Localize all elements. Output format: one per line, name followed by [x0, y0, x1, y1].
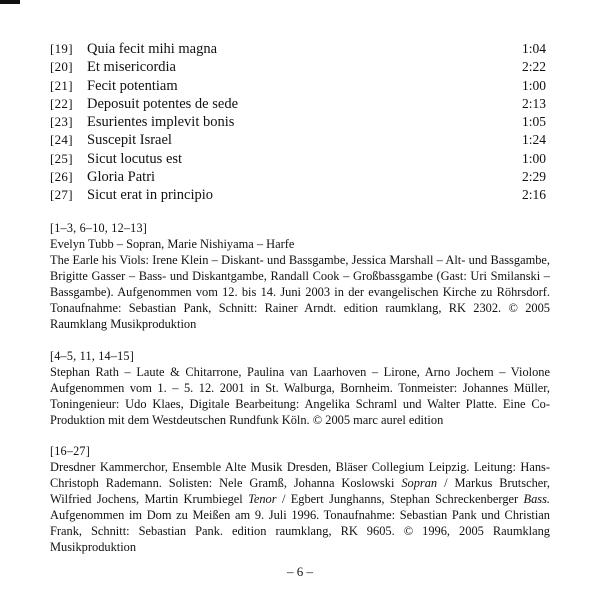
track-title: Sicut locutus est [87, 150, 183, 167]
track-duration: 1:00 [521, 77, 546, 93]
track-number: [24] [50, 132, 73, 148]
credits-text: / Egbert Junghanns, Stephan Schreckenberger [281, 492, 519, 506]
credits-paragraph [50, 459, 550, 555]
track-duration: 2:16 [521, 187, 546, 203]
track-row [50, 113, 546, 131]
track-title: Fecit potentiam [87, 77, 178, 94]
track-row [50, 58, 546, 76]
track-number: [20] [50, 59, 73, 75]
track-duration: 2:22 [521, 59, 546, 75]
credits-text: Aufgenommen im Dom zu Meißen am 9. Juli 1996. Tonaufnahme: Sebastian Pank und Christian Frank, Schnitt: Sebastian Pank. edition raumklang, RK 9605. © 1996, 2005 Raumklang Musikproduktion [50, 508, 550, 554]
credits-group-3 [50, 443, 550, 555]
track-row [50, 186, 546, 204]
track-duration: 1:04 [521, 41, 546, 56]
track-list [50, 40, 546, 205]
track-range-ref: [4–5, 11, 14–15] [50, 349, 134, 363]
track-title: Suscepit Israel [87, 132, 172, 149]
track-number: [22] [50, 95, 73, 111]
track-duration: 1:24 [521, 132, 546, 148]
track-number: [23] [50, 114, 73, 130]
page-number: – 6 – [287, 564, 313, 579]
track-row [50, 95, 546, 113]
track-row [50, 131, 546, 149]
track-duration: 1:05 [521, 114, 546, 130]
credits-group-1 [50, 220, 550, 332]
track-title: Gloria Patri [87, 169, 156, 186]
track-number: [19] [50, 41, 73, 56]
track-title: Quia fecit mihi magna [87, 41, 218, 57]
voice-type: Sopran [401, 476, 438, 490]
credits-paragraph: Stephan Rath – Laute & Chitarrone, Paulina van Laarhoven – Lirone, Arno Jochem – Violone Aufgenommen vom 1. – 5. 12. 2001 in St. Walburga, Bornheim. Tonmeister: Johannes Müller, Toningenieur: Udo Klaes, Digitale Bearbeitung: Angelika Schraml und Walter Platte. Eine Co-Produktion mit dem Westdeutschen Rundfunk Köln. © 2005 marc aurel edition [50, 365, 550, 427]
track-row [50, 168, 546, 186]
credits-text: Dresdner Kammerchor, Ensemble Alte Musik Dresden, Bläser Collegium Leipzig. Leitung: Hans-Christoph Rademann. Solisten: Nele Gramß, Johanna Koslowski [50, 460, 550, 490]
track-duration: 2:29 [521, 169, 546, 185]
track-number: [27] [50, 187, 73, 203]
voice-type: Tenor [248, 492, 277, 506]
track-title: Sicut erat in principio [87, 187, 214, 204]
track-number: [26] [50, 169, 73, 185]
track-title: Deposuit potentes de sede [87, 95, 239, 112]
credits-paragraph: The Earle his Viols: Irene Klein – Diskant- und Bassgambe, Jessica Marshall – Alt- und Bassgambe, Brigitte Gasser – Bass- und Diskantgambe, Randall Cook – Großbassgambe (Gast: Uri Smilanski – Bassgambe). Aufgenommen vom 12. bis 14. Juni 2003 in der evangelischen Kirche zu Röhrsdorf. Tonaufnahme: Sebastian Pank, Schnitt: Rainer Arndt. edition raumklang, RK 2302. © 2005 Raumklang Musikproduktion [50, 253, 550, 331]
track-title: Et misericordia [87, 59, 176, 76]
track-duration: 2:13 [521, 95, 546, 111]
track-range-ref: [16–27] [50, 444, 90, 458]
voice-type: Bass. [523, 492, 551, 506]
track-title: Esurientes implevit bonis [87, 114, 235, 131]
track-number: [21] [50, 77, 73, 93]
top-rule [0, 0, 20, 4]
track-range-ref: [1–3, 6–10, 12–13] [50, 221, 148, 235]
credits-group-2 [50, 348, 550, 428]
track-duration: 1:00 [521, 150, 546, 166]
track-row [50, 77, 546, 95]
track-row [50, 150, 546, 168]
soloists-line: Evelyn Tubb – Sopran, Marie Nishiyama – Harfe [50, 237, 295, 251]
credits-text: / Markus Brutscher, Wilfried Jochens, Martin Krumbiegel [50, 476, 550, 506]
track-row [50, 40, 546, 58]
track-number: [25] [50, 150, 73, 166]
